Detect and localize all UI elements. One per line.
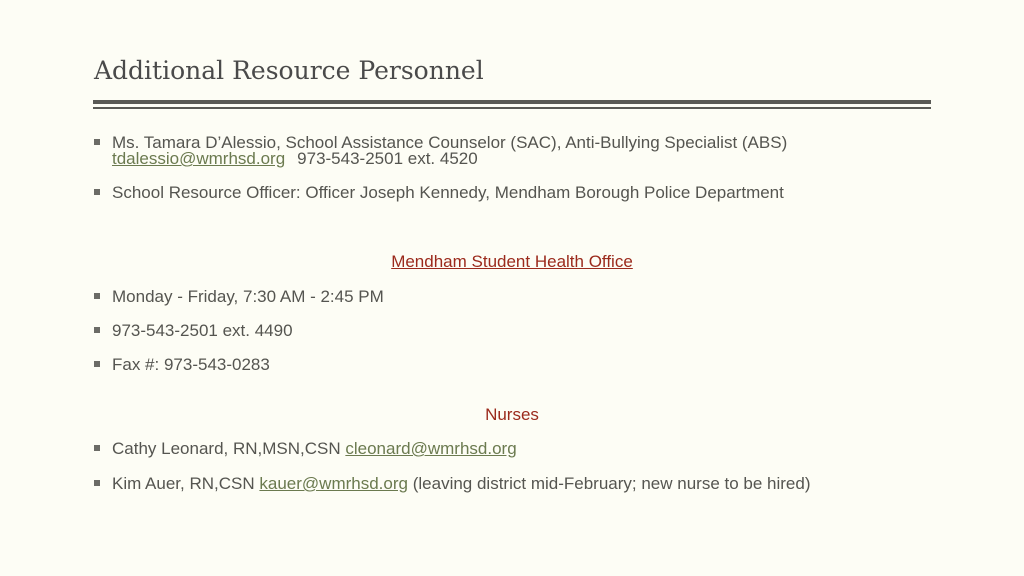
nurse-email-link[interactable]: cleonard@wmrhsd.org xyxy=(345,439,517,458)
bullet-icon xyxy=(94,480,100,486)
health-office-heading: Mendham Student Health Office xyxy=(391,252,633,271)
nurse-email-link[interactable]: kauer@wmrhsd.org xyxy=(259,474,408,493)
bullet-icon xyxy=(94,293,100,299)
counselor-phone: 973-543-2501 ext. 4520 xyxy=(297,149,478,168)
health-office-hours: Monday - Friday, 7:30 AM - 2:45 PM xyxy=(112,287,384,306)
health-office-phone: 973-543-2501 ext. 4490 xyxy=(112,321,293,340)
nurses-heading: Nurses xyxy=(485,405,539,424)
counselor-text: Ms. Tamara D’Alessio, School Assistance Counselor (SAC), Anti-Bullying Specialist (ABS) xyxy=(112,133,788,152)
bullet-icon xyxy=(94,327,100,333)
counselor-email-link[interactable]: tdalessio@wmrhsd.org xyxy=(112,149,286,168)
resource-officer-text: School Resource Officer: Officer Joseph Kennedy, Mendham Borough Police Department xyxy=(112,183,784,202)
bullet-icon xyxy=(94,445,100,451)
nurse-note: (leaving district mid-February; new nurse to be hired) xyxy=(412,474,811,493)
health-office-fax: Fax #: 973-543-0283 xyxy=(112,355,270,374)
bullet-icon xyxy=(94,189,100,195)
title-divider-thick xyxy=(93,100,931,104)
nurse-name: Cathy Leonard, RN,MSN,CSN xyxy=(112,439,341,458)
slide-title: Additional Resource Personnel xyxy=(94,56,484,85)
bullet-icon xyxy=(94,139,100,145)
title-divider-thin xyxy=(93,107,931,109)
nurse-name: Kim Auer, RN,CSN xyxy=(112,474,255,493)
bullet-icon xyxy=(94,361,100,367)
